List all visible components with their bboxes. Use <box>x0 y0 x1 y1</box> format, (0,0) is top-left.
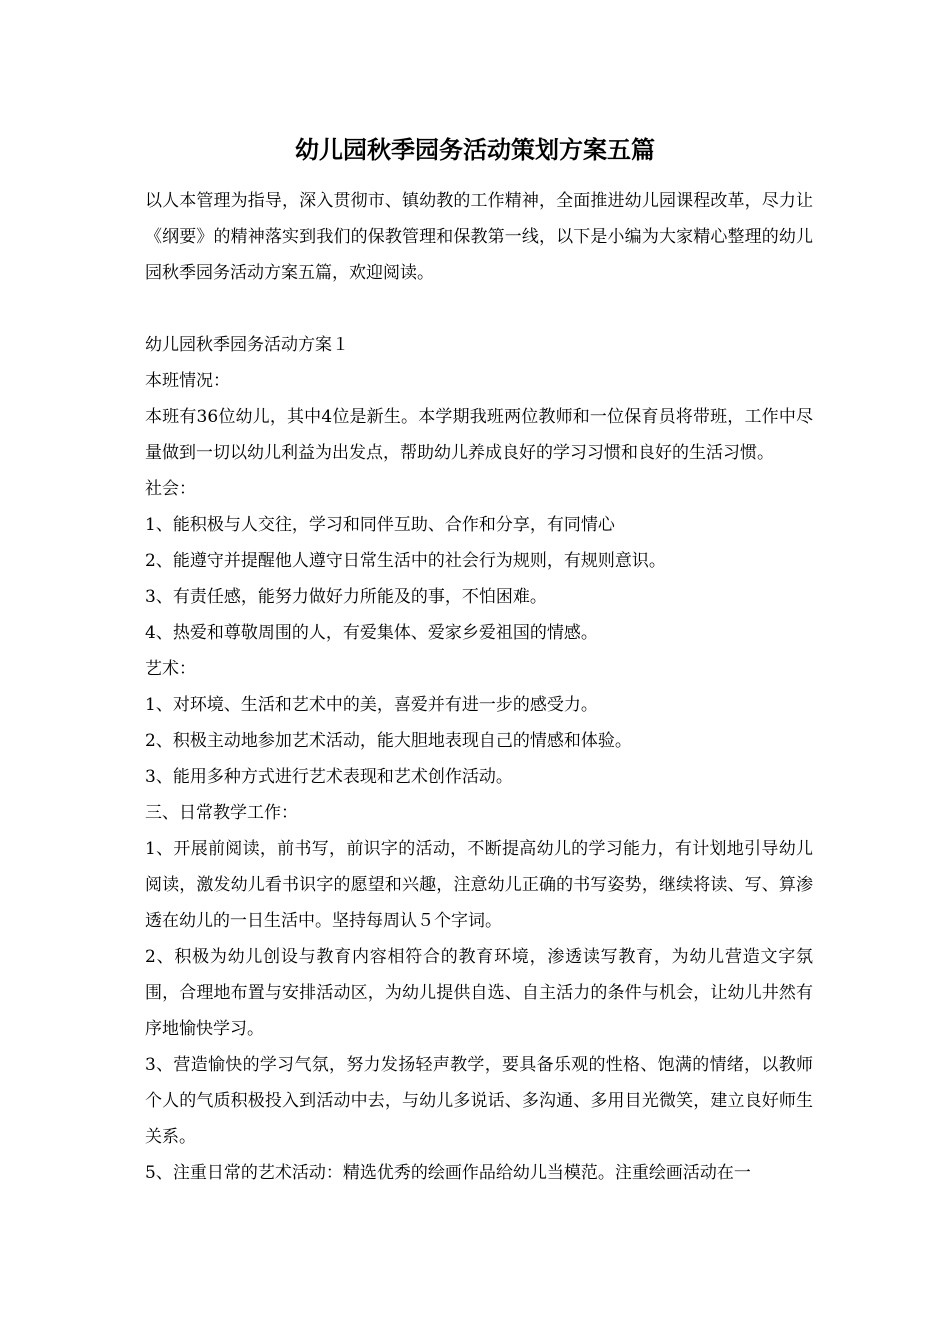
document-body <box>145 183 813 1191</box>
class-situation-paragraph: 本班有36位幼儿，其中4位是新生。本学期我班两位教师和一位保育员将带班，工作中尽量做到一切以幼儿利益为出发点，帮助幼儿养成良好的学习习惯和良好的生活习惯。 <box>145 407 813 463</box>
class-situation-heading: 本班情况： <box>145 371 230 391</box>
society-item: 3、有责任感，能努力做好力所能及的事，不怕困难。 <box>145 587 547 607</box>
art-heading: 艺术： <box>145 659 196 679</box>
section-title: 幼儿园秋季园务活动方案１ <box>145 335 349 355</box>
teaching-item: 2、积极为幼儿创设与教育内容相符合的教育环境，渗透读写教育，为幼儿营造文字氛围，合理地布置与安排活动区，为幼儿提供自选、自主活力的条件与机会，让幼儿井然有序地愉快学习。 <box>145 947 813 1039</box>
teaching-item: 3、营造愉快的学习气氛，努力发扬轻声教学，要具备乐观的性格、饱满的情绪，以教师个人的气质积极投入到活动中去，与幼儿多说话、多沟通、多用目光微笑，建立良好师生关系。 <box>145 1055 813 1147</box>
art-item: 1、对环境、生活和艺术中的美，喜爱并有进一步的感受力。 <box>145 695 598 715</box>
society-item: 4、热爱和尊敬周围的人，有爱集体、爱家乡爱祖国的情感。 <box>145 623 598 643</box>
blank-line <box>145 291 813 327</box>
teaching-heading: 三、日常教学工作： <box>145 803 298 823</box>
teaching-item: 1、开展前阅读，前书写，前识字的活动，不断提高幼儿的学习能力，有计划地引导幼儿阅读，激发幼儿看书识字的愿望和兴趣，注意幼儿正确的书写姿势，继续将读、写、算渗透在幼儿的一日生活中。坚持每周认５个字词。 <box>145 839 813 931</box>
intro-paragraph: 以人本管理为指导，深入贯彻市、镇幼教的工作精神，全面推进幼儿园课程改革，尽力让《纲要》的精神落实到我们的保教管理和保教第一线，以下是小编为大家精心整理的幼儿园秋季园务活动方案五篇，欢迎阅读。 <box>145 191 813 283</box>
art-item: 3、能用多种方式进行艺术表现和艺术创作活动。 <box>145 767 513 787</box>
teaching-item: 5、注重日常的艺术活动：精选优秀的绘画作品给幼儿当模范。注重绘画活动在一 <box>145 1163 751 1183</box>
document-title: 幼儿园秋季园务活动策划方案五篇 <box>295 135 655 164</box>
art-item: 2、积极主动地参加艺术活动，能大胆地表现自己的情感和体验。 <box>145 731 632 751</box>
society-heading: 社会： <box>145 479 196 499</box>
society-item: 2、能遵守并提醒他人遵守日常生活中的社会行为规则，有规则意识。 <box>145 551 666 571</box>
society-item: 1、能积极与人交往，学习和同伴互助、合作和分享，有同情心 <box>145 515 615 535</box>
